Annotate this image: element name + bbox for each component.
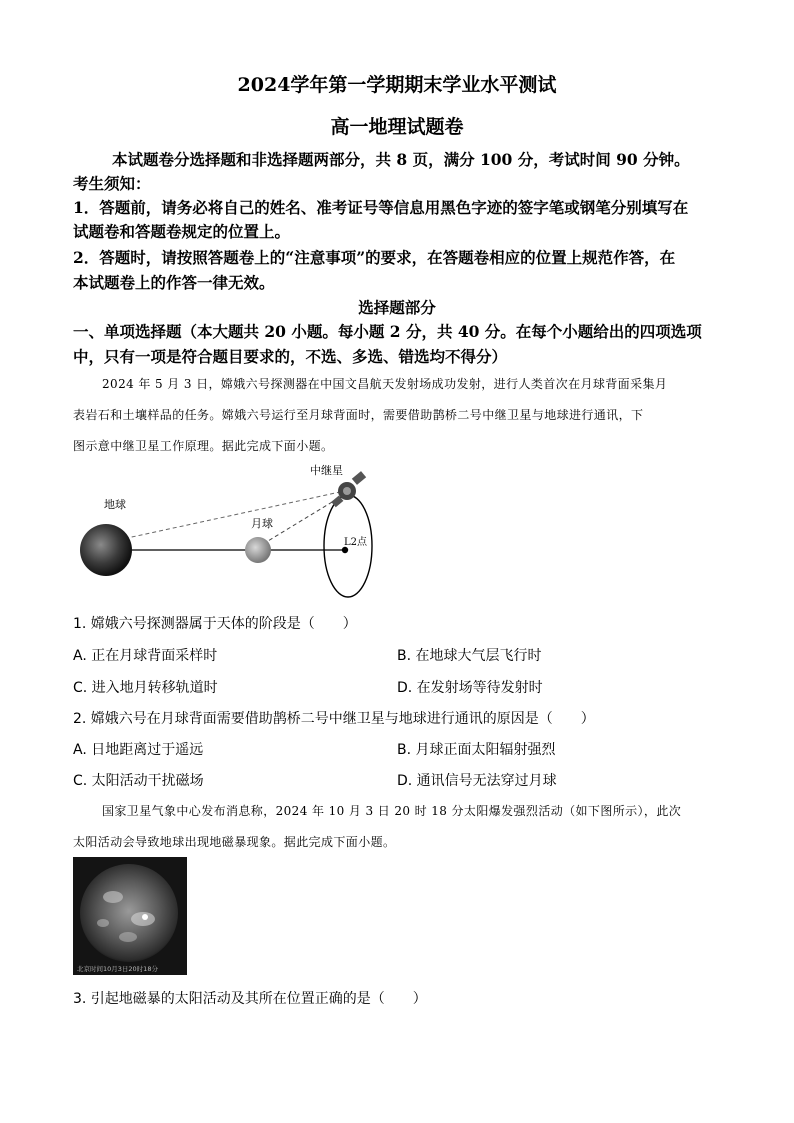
part1-line-b: 中，只有一项是符合题目要求的，不选、多选、错选均不得分） bbox=[73, 347, 508, 366]
relay-label: 中继星 bbox=[310, 464, 343, 477]
q2-option-b[interactable]: B. 月球正面太阳辐射强烈 bbox=[397, 742, 556, 758]
notice-label: 考生须知： bbox=[73, 174, 151, 193]
moon-label: 月球 bbox=[251, 517, 273, 530]
q3-stem: 3. 引起地磁暴的太阳活动及其所在位置正确的是（ ） bbox=[73, 991, 427, 1007]
q2-option-d[interactable]: D. 通讯信号无法穿过月球 bbox=[397, 773, 557, 789]
relay-satellite-diagram bbox=[70, 460, 390, 605]
passage1-line3: 图示意中继卫星工作原理。据此完成下面小题。 bbox=[73, 439, 334, 453]
earth-relay-line bbox=[118, 492, 340, 540]
earth-label: 地球 bbox=[104, 498, 126, 511]
passage1-line1: 2024 年 5 月 3 日，嫦娥六号探测器在中国文昌航天发射场成功发射，进行人类首次在月球背面采集月 bbox=[102, 377, 668, 391]
notice-1a: 1．答题前，请务必将自己的姓名、准考证号等信息用黑色字迹的签字笔或钢笔分别填写在 bbox=[73, 198, 689, 217]
q1-option-b[interactable]: B. 在地球大气层飞行时 bbox=[397, 648, 542, 664]
notice-1b: 试题卷和答题卷规定的位置上。 bbox=[73, 222, 291, 241]
notice-2b: 本试题卷上的作答一律无效。 bbox=[73, 273, 275, 292]
q2-option-c[interactable]: C. 太阳活动干扰磁场 bbox=[73, 773, 204, 789]
earth-globe bbox=[80, 524, 132, 576]
sun-disk bbox=[80, 864, 178, 962]
solar-activity-image bbox=[73, 857, 187, 975]
solar-image-caption: 北京时间10月3日20时18分 bbox=[77, 965, 158, 973]
flare-spot bbox=[142, 914, 148, 920]
q1-stem: 1. 嫦娥六号探测器属于天体的阶段是（ ） bbox=[73, 616, 357, 632]
passage2-line2: 太阳活动会导致地球出现地磁暴现象。据此完成下面小题。 bbox=[73, 835, 396, 849]
q2-option-a[interactable]: A. 日地距离过于遥远 bbox=[73, 742, 204, 758]
q1-option-c[interactable]: C. 进入地月转移轨道时 bbox=[73, 680, 218, 696]
passage1-line2: 表岩石和土壤样品的任务。嫦娥六号运行至月球背面时，需要借助鹊桥二号中继卫星与地球进行通讯，下 bbox=[73, 408, 644, 422]
moon-relay-line bbox=[263, 496, 342, 544]
part1-line-a: 一、单项选择题（本大题共 20 小题。每小题 2 分，共 40 分。在每个小题给出的四项选项 bbox=[73, 322, 702, 341]
intro-line: 本试题卷分选择题和非选择题两部分，共 8 页，满分 100 分，考试时间 90 分钟。 bbox=[112, 150, 690, 169]
q2-stem: 2. 嫦娥六号在月球背面需要借助鹊桥二号中继卫星与地球进行通讯的原因是（ ） bbox=[73, 711, 595, 727]
exam-subtitle: 高一地理试题卷 bbox=[330, 116, 464, 138]
q1-option-a[interactable]: A. 正在月球背面采样时 bbox=[73, 648, 218, 664]
notice-2a: 2．答题时，请按照答题卷上的“注意事项”的要求，在答题卷相应的位置上规范作答，在 bbox=[73, 248, 676, 267]
section-title: 选择题部分 bbox=[358, 298, 436, 317]
passage2-line1: 国家卫星气象中心发布消息称，2024 年 10 月 3 日 20 时 18 分太阳爆发强烈活动（如下图所示），此次 bbox=[102, 804, 682, 818]
moon-globe bbox=[245, 537, 271, 563]
exam-title: 2024学年第一学期期末学业水平测试 bbox=[237, 74, 557, 96]
q1-option-d[interactable]: D. 在发射场等待发射时 bbox=[397, 680, 543, 696]
l2-label: L2点 bbox=[344, 537, 368, 548]
